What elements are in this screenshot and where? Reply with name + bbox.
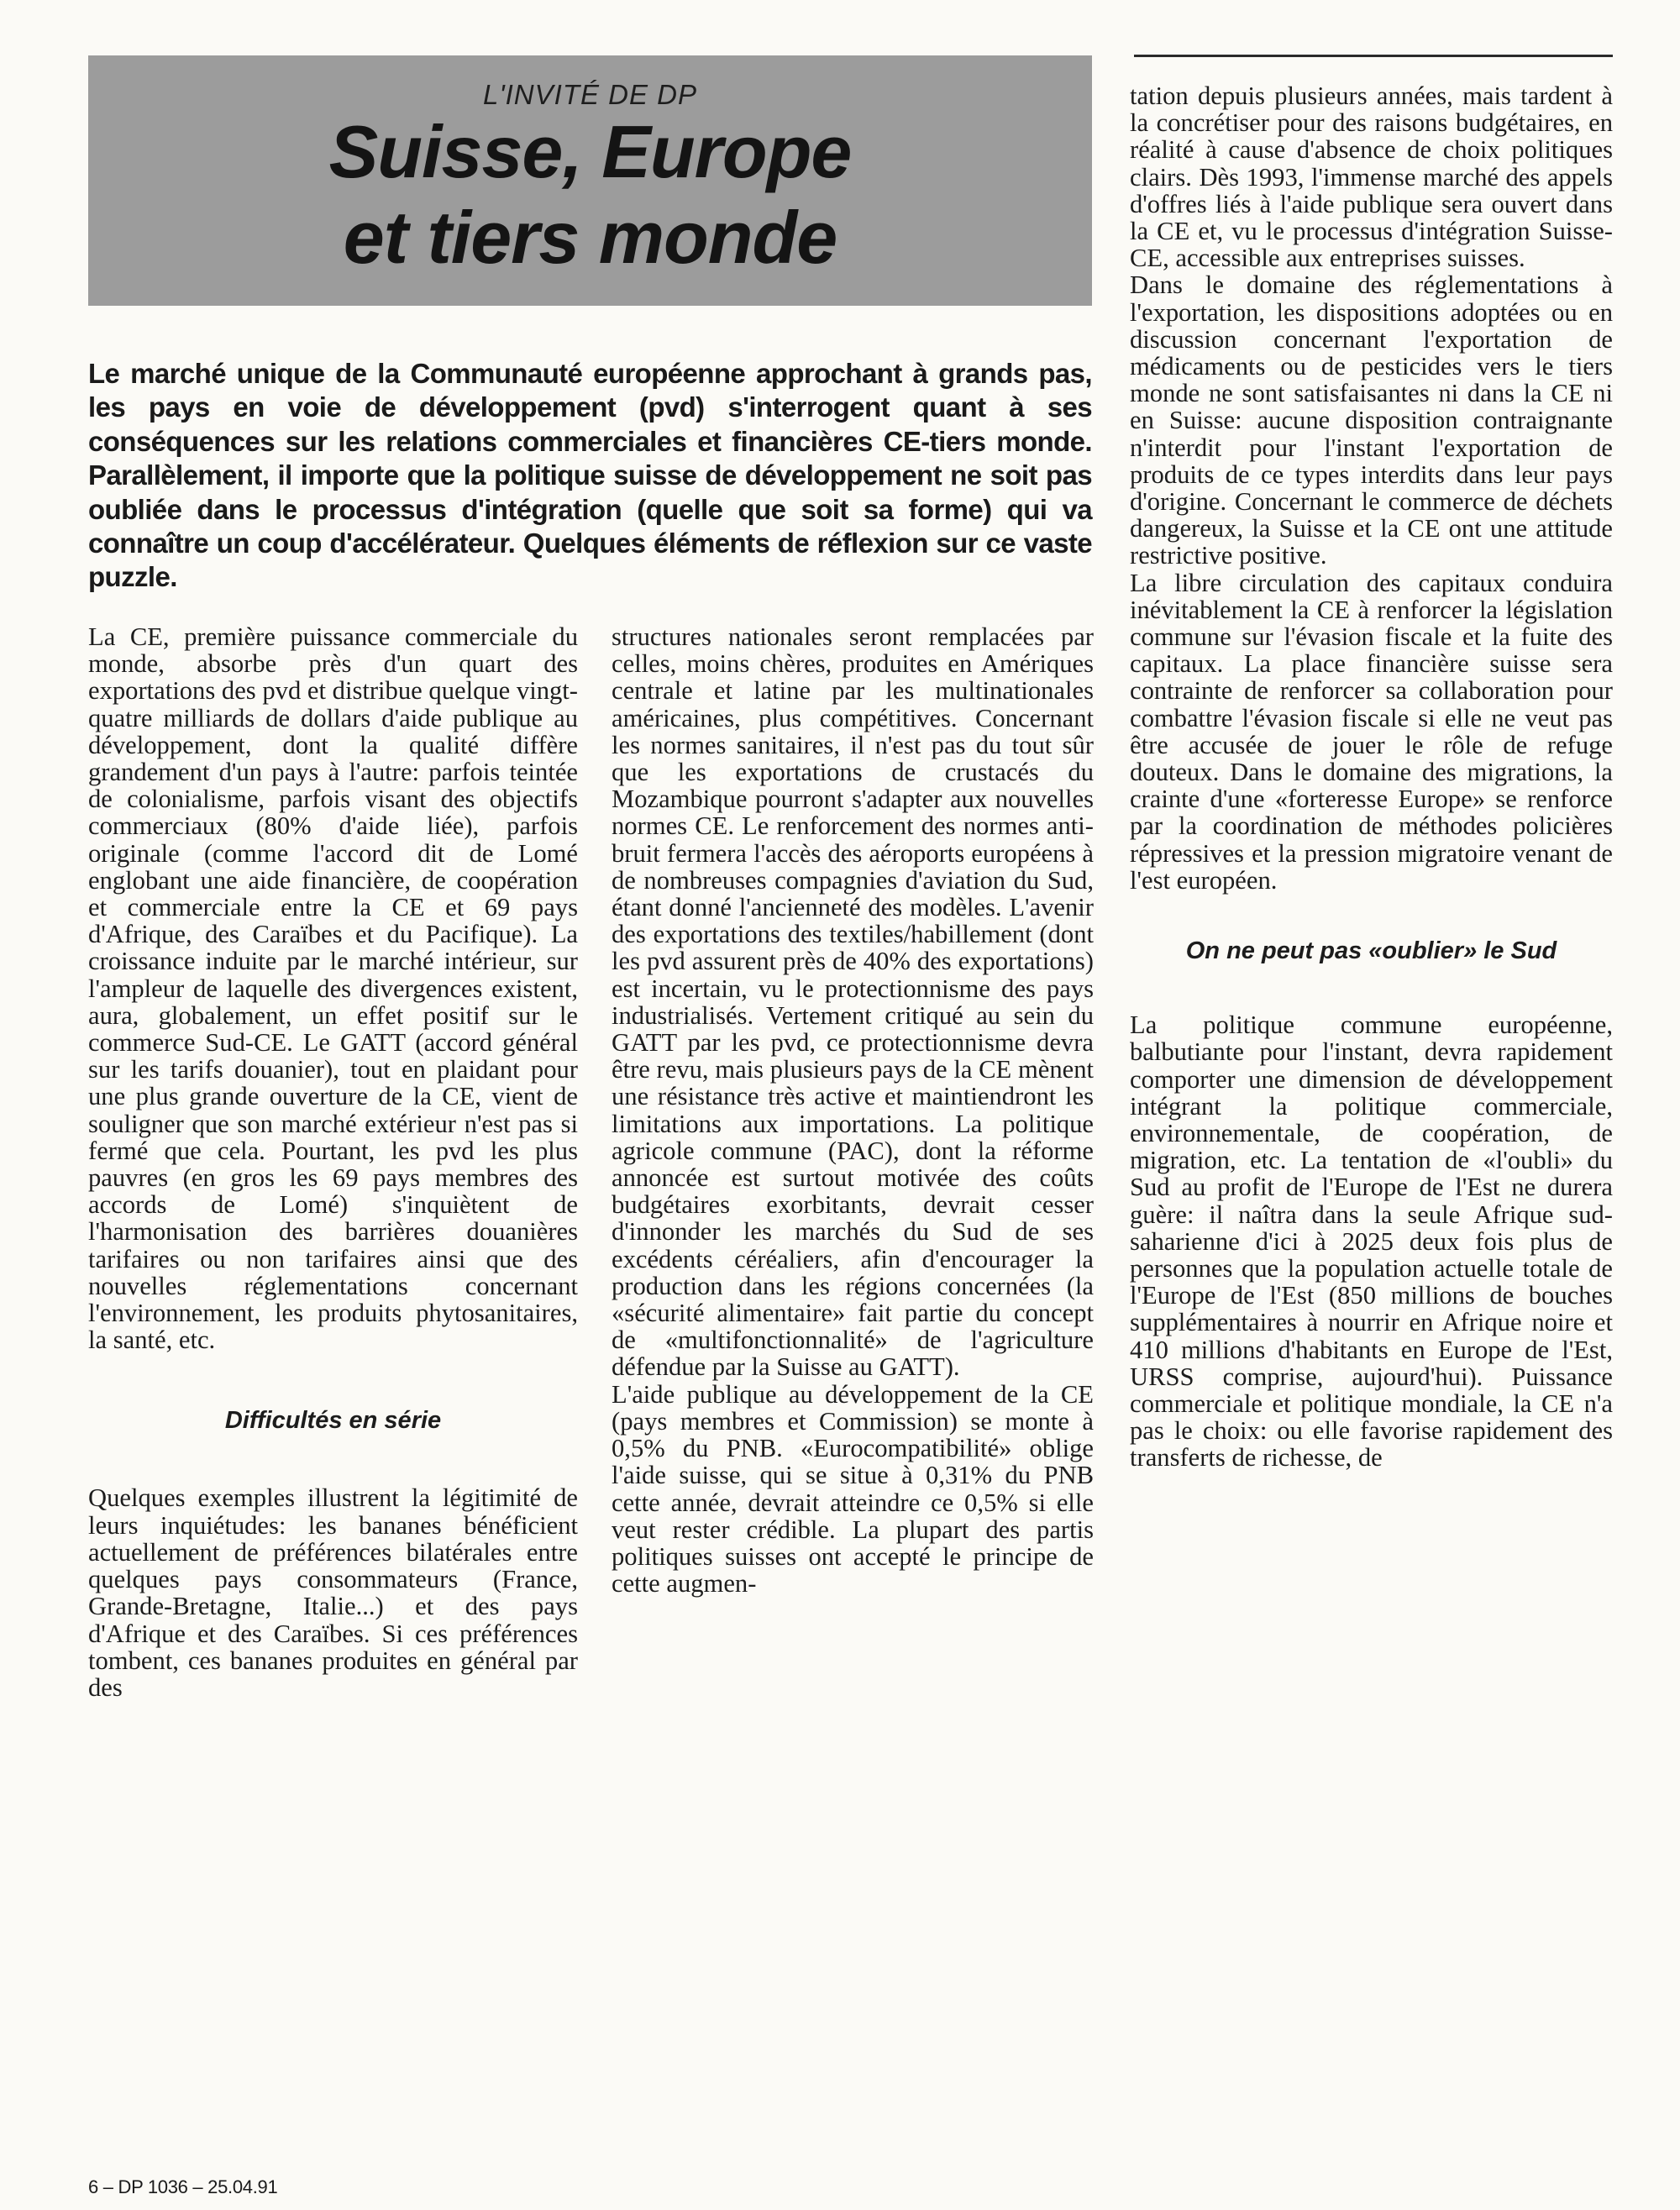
subheading: Difficultés en série bbox=[224, 1407, 442, 1435]
title-box bbox=[88, 55, 1092, 306]
subheading: On ne peut pas «oublier» le Sud bbox=[1185, 937, 1557, 965]
paragraph: La politique commune européenne, balbutiante pour l'instant, devra rapidement comporter une dimension de développement intégrant la politique commerciale, environnementale, de coopération, de migration, etc. La tentation de «l'oubli» du Sud au profit de l'Europe de l'Est ne durera guère: il naîtra dans la seule Afrique sud-saharienne d'ici à 2025 deux fois plus de personnes que la population actuelle totale de l'Europe de l'Est (850 millions de bouches supplémentaires à nourrir en Afrique noire et 410 millions d'habitants en Europe de l'Est, URSS comprise, aujourd'hui). Puissance commerciale et politique mondiale, la CE n'a pas le choix: ou elle favorise rapidement des transferts de richesse, de bbox=[1130, 1011, 1613, 1472]
article-title bbox=[88, 109, 1092, 281]
paragraph: Quelques exemples illustrent la légitimité de leurs inquiétudes: les bananes bénéficient actuellement de préférences bilatérales entre quelques pays consommateurs (France, Grande-Bretagne, Italie...) et des pays d'Afrique et des Caraïbes. Si ces préférences tombent, ces bananes produites en général par des bbox=[88, 1483, 578, 1702]
column-3 bbox=[1130, 82, 1613, 1472]
paragraph: structures nationales seront remplacées par celles, moins chères, produites en Amériques centrale et latine par les multinationales américaines, plus compétitives. Concernant les normes sanitaires, il n'est pas du tout sûr que les exportations de crustacés du Mozambique pourront s'adapter aux nouvelles normes CE. Le renforcement des normes anti-bruit fermera l'accès des aéroports européens à de nombreuses compagnies d'aviation du Sud, étant donné l'ancienneté des modèles. L'avenir des exportations des textiles/habillement (dont les pvd assurent près de 40% des exportations) est incertain, vu le protectionnisme des pays industrialisés. Vertement critiqué au sein du GATT par les pvd, ce protectionnisme devra être revu, mais plusieurs pays de la CE mènent une résistance très active et maintiendront les limitations aux importations. La politique agricole commune (PAC), dont la réforme annoncée est surtout motivée des coûts budgétaires exorbitants, devrait cesser d'innonder les marchés du Sud de ses excédents céréaliers, afin d'encourager la production dans les régions concernées (la «sécurité alimentaire» fait partie du concept de «multifonctionnalité» de l'agriculture défendue par la Suisse au GATT). bbox=[612, 622, 1094, 1382]
column-rule bbox=[1134, 55, 1613, 57]
title-line-1: Suisse, Europe bbox=[328, 110, 852, 193]
paragraph: L'aide publique au développement de la CE (pays membres et Commission) se monte à 0,5% du PNB. «Eurocompatibilité» oblige l'aide suisse, qui se situe à 0,31% du PNB cette année, devrait atteindre ce 0,5% si elle veut rester crédible. La plupart des partis politiques suisses ont accepté le principe de cette augmen- bbox=[612, 1379, 1094, 1598]
column-2 bbox=[612, 623, 1094, 1597]
paragraph: tation depuis plusieurs années, mais tardent à la concrétiser pour des raisons budgétaires, en réalité à cause d'absence de choix politiques clairs. Dès 1993, l'immense marché des appels d'offres liés à l'aide publique sera ouvert dans la CE et, vu le processus d'intégration Suisse-CE, accessible aux entreprises suisses. bbox=[1130, 81, 1613, 273]
paragraph: Dans le domaine des réglementations à l'exportation, les dispositions adoptées ou en discussion concernant l'exportation de médicaments ou de pesticides vers le tiers monde ne sont satisfaisantes ni dans la CE ni en Suisse: aucune disposition contraignante n'interdit pour l'instant l'exportation de produits de ce types interdits dans leur pays d'origine. Concernant le commerce de déchets dangereux, la Suisse et la CE ont une attitude restrictive positive. bbox=[1130, 270, 1613, 570]
title-line-2: et tiers monde bbox=[343, 196, 837, 279]
page-footer: 6 – DP 1036 – 25.04.91 bbox=[88, 2176, 278, 2197]
lead-paragraph: Le marché unique de la Communauté européenne approchant à grands pas, les pays en voie de développement (pvd) s'interrogent quant à ses conséquences sur les relations commerciales et financières CE-tiers monde. Parallèlement, il importe que la politique suisse de développement ne soit pas oubliée dans le processus d'intégration (quelle que soit sa forme) qui va connaître un coup d'accélérateur. Quelques éléments de réflexion sur ce vaste puzzle. bbox=[88, 358, 1092, 593]
column-1 bbox=[88, 623, 578, 1701]
kicker: L'INVITÉ DE DP bbox=[482, 79, 698, 110]
paragraph: La libre circulation des capitaux conduira inévitablement la CE à renforcer la législation commune sur l'évasion fiscale et la fuite des capitaux. La place financière suisse sera contrainte de renforcer sa collaboration pour combattre l'évasion fiscale si elle ne veut pas être accusée de jouer le rôle de refuge douteux. Dans le domaine des migrations, la crainte d'une «forteresse Europe» se renforce par la coordination de méthodes policières répressives et la pression migratoire venant de l'est européen. bbox=[1130, 568, 1613, 895]
paragraph: La CE, première puissance commerciale du monde, absorbe près d'un quart des exportations des pvd et distribue quelque vingt-quatre milliards de dollars d'aide publique au développement, dont la qualité diffère grandement d'un pays à l'autre: parfois teintée de colonialisme, parfois visant des objectifs commerciaux (80% d'aide liée), parfois originale (comme l'accord dit de Lomé englobant une aide financière, de coopération et commerciale entre la CE et 69 pays d'Afrique, des Caraïbes et du Pacifique). La croissance induite par le marché intérieur, sur l'ampleur de laquelle des divergences existent, aura, globalement, un effet positif sur le commerce Sud-CE. Le GATT (accord général sur les tarifs douanier), tout en plaidant pour une plus grande ouverture de la CE, vient de souligner que son marché extérieur n'est pas si fermé que cela. Pourtant, les pvd les plus pauvres (en gros les 69 pays membres des accords de Lomé) s'inquiètent de l'harmonisation des barrières douanières tarifaires ou non tarifaires ainsi que des nouvelles réglementations concernant l'environnement, les produits phytosanitaires, la santé, etc. bbox=[88, 622, 578, 1355]
